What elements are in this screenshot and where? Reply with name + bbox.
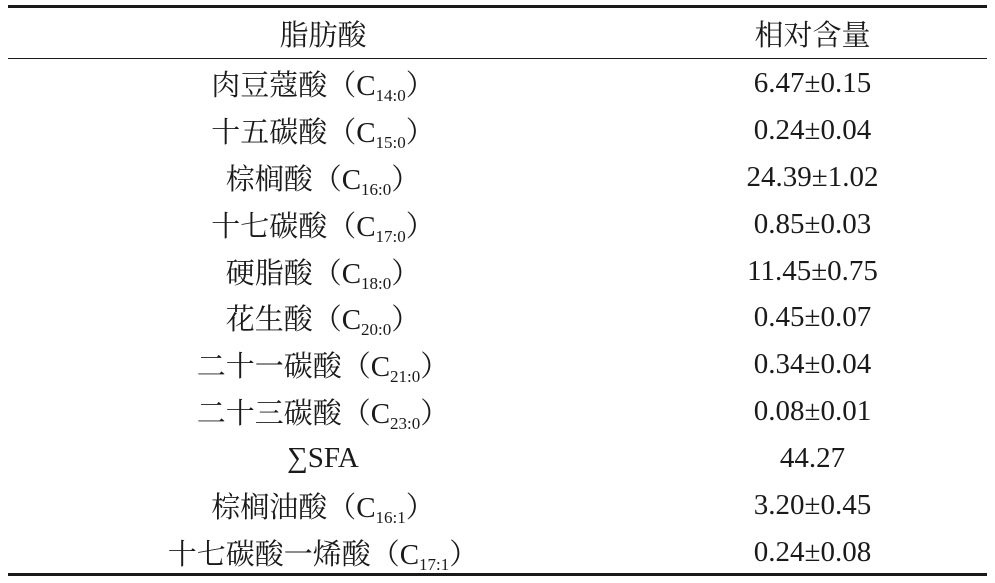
table-row xyxy=(8,201,987,248)
table-row xyxy=(8,154,987,201)
relative-content-value: 0.34±0.04 xyxy=(753,348,872,381)
fatty-acid-name: 二十三碳酸$(C_{23:0})$ xyxy=(196,398,450,434)
relative-content-value: 44.27 xyxy=(779,442,846,475)
fatty-acid-name: 棕榈酸$(C_{16:0})$ xyxy=(225,163,421,199)
fatty-acid-name: ∑SFA xyxy=(287,441,359,474)
table-body xyxy=(8,60,987,576)
table-row xyxy=(8,388,987,435)
relative-content-value: 0.24±0.08 xyxy=(753,535,872,568)
table-bottom-rule xyxy=(8,573,987,576)
relative-content-value: 0.24±0.04 xyxy=(753,113,872,146)
fatty-acid-name: 硬脂酸$(C_{18:0})$ xyxy=(225,257,421,293)
fatty-acid-name: 肉豆蔻酸$(C_{14:0})$ xyxy=(211,69,435,105)
table-row xyxy=(8,529,987,576)
fatty-acid-name: 十七碳酸一烯酸$(C_{17:1})$ xyxy=(167,538,479,574)
table-row xyxy=(8,482,987,529)
relative-content-value: 3.20±0.45 xyxy=(753,488,872,521)
relative-content-value: 6.47±0.15 xyxy=(753,66,872,99)
table-top-rule xyxy=(8,5,987,8)
table-row xyxy=(8,435,987,482)
table-row xyxy=(8,294,987,341)
fatty-acid-name: 十七碳酸$(C_{17:0})$ xyxy=(211,210,435,246)
table-row xyxy=(8,107,987,154)
header-relative-content: 相对含量 xyxy=(754,19,871,52)
relative-content-value: 11.45±0.75 xyxy=(747,254,878,287)
fatty-acid-name: 棕榈油酸$(C_{16:1})$ xyxy=(211,491,435,527)
table-header-row xyxy=(8,10,987,56)
relative-content-value: 0.45±0.07 xyxy=(753,301,872,334)
table-header-rule xyxy=(8,58,987,59)
table-row xyxy=(8,248,987,295)
fatty-acid-name: 十五碳酸$(C_{15:0})$ xyxy=(211,116,435,152)
table-row xyxy=(8,341,987,388)
relative-content-value: 0.85±0.03 xyxy=(753,207,872,240)
header-fatty-acid: 脂肪酸 xyxy=(279,19,367,52)
table-row xyxy=(8,60,987,107)
relative-content-value: 24.39±1.02 xyxy=(746,160,879,193)
fatty-acid-name: 花生酸$(C_{20:0})$ xyxy=(225,304,421,340)
relative-content-value: 0.08±0.01 xyxy=(753,395,872,428)
fatty-acid-name: 二十一碳酸$(C_{21:0})$ xyxy=(196,351,450,387)
